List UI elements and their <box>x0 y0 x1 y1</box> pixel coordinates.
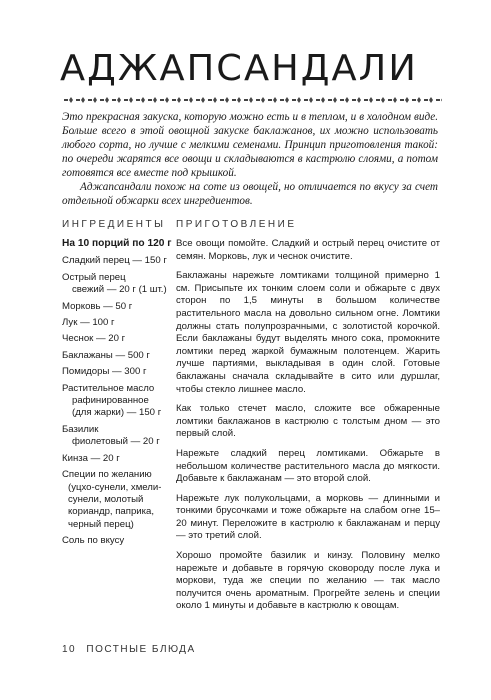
ingredient-line: Базилик <box>62 423 99 435</box>
preparation-step: Хорошо промойте базилик и кинзу. Половину мелко нарежьте и добавьте в горячую сковороду после лука и моркови, туда же специи по желанию — так масло получится очень ароматным. Прогрейте зелень и специи около 1 минуты и добавьте в кастрюлю к овощам. <box>176 550 440 612</box>
yield-label: На 10 порций по 120 г <box>62 238 172 249</box>
ingredient-item <box>62 383 172 420</box>
section-name: ПОСТНЫЕ БЛЮДА <box>86 644 196 655</box>
ingredient-item <box>62 255 172 267</box>
preparation-heading: ПРИГОТОВЛЕНИЕ <box>176 219 297 230</box>
ingredient-line: Чеснок — 20 г <box>62 333 126 345</box>
ingredient-line: фиолетовый — 20 г <box>72 436 160 448</box>
ingredients-heading: ИНГРЕДИЕНТЫ <box>62 219 166 230</box>
ingredient-line: Морковь — 50 г <box>62 300 133 312</box>
ingredient-item <box>62 469 172 531</box>
recipe-title: АДЖАПСАНДАЛИ <box>60 48 418 89</box>
preparation-step: Как только стечет масло, сложите все обжаренные ломтики баклажанов в кастрюлю с толстым дном — это первый слой. <box>176 403 440 440</box>
ingredient-item <box>62 366 172 378</box>
ingredient-line: сунели, молотый <box>68 493 144 505</box>
ingredient-item <box>62 333 172 345</box>
ingredient-line: Острый перец <box>62 271 126 283</box>
intro <box>62 110 438 208</box>
ingredient-line: кориандр, паприка, <box>68 506 155 518</box>
ingredient-item <box>62 453 172 465</box>
ingredient-line: Растительное масло <box>62 382 155 394</box>
ingredient-line: Соль по вкусу <box>62 535 125 547</box>
ingredient-line: (уцхо-сунели, хмели- <box>68 481 162 493</box>
preparation-step: Нарежьте лук полукольцами, а морковь — длинными и тонкими брусочками и тоже обжарьте на слабом огне 15–20 минут. Переложите в кастрюлю к баклажанам и перцу — это третий слой. <box>176 492 440 542</box>
ingredient-item <box>62 272 172 297</box>
page-number: 10 <box>62 644 77 655</box>
ingredient-line: черный перец) <box>68 518 134 530</box>
ingredient-line: Специи по желанию <box>62 469 152 481</box>
ingredient-item <box>62 424 172 449</box>
ingredient-line: свежий — 20 г (1 шт.) <box>72 284 167 296</box>
ingredients-list <box>62 238 172 552</box>
ingredient-line: рафинированное <box>72 395 149 407</box>
ingredient-item <box>62 317 172 329</box>
preparation-step: Баклажаны нарежьте ломтиками толщиной примерно 1 см. Присыпьте их тонким слоем соли и обжарьте с двух сторон по 1,5 минуты в большом количестве растительного масла на довольно сильном огне. Ломтики должны стать полупрозрачными, с золотистой корочкой. Если баклажаны будут выделять много сока, промокните ломтики перед жаркой бумажным полотенцем. Жарить лучше партиями, выкладывая в один слой. Готовые баклажаны сначала складывайте в сито или дуршлаг, чтобы стекло лишнее масло. <box>176 270 440 395</box>
ingredient-line: Помидоры — 300 г <box>62 366 147 378</box>
preparation-step: Нарежьте сладкий перец ломтиками. Обжарьте в небольшом количестве растительного масла до мягкости. Добавьте к баклажанам — это второй слой. <box>176 447 440 485</box>
intro-paragraph-2: Аджапсандали похож на соте из овощей, но отличается по вкусу за счет отдельной обжарки всех ингредиентов. <box>62 181 438 207</box>
page-footer <box>62 644 196 655</box>
ingredient-line: (для жарки) — 150 г <box>72 407 162 419</box>
ingredient-line: Баклажаны — 500 г <box>62 349 150 361</box>
ingredient-line: Лук — 100 г <box>62 317 115 329</box>
ingredient-line: Кинза — 20 г <box>62 452 120 464</box>
preparation-steps <box>176 238 440 620</box>
ingredient-item <box>62 301 172 313</box>
ingredient-item <box>62 350 172 362</box>
ingredient-line: Сладкий перец — 150 г <box>62 255 167 267</box>
preparation-step: Все овощи помойте. Сладкий и острый перец очистите от семян. Морковь, лук и чеснок очистите. <box>176 238 440 262</box>
ingredient-item <box>62 535 172 547</box>
ornament-divider <box>62 94 442 106</box>
intro-paragraph-1: Это прекрасная закуска, которую можно есть и в теплом, и в холодном виде. Больше всего в этой овощной закуске баклажанов, их можно использовать любого сорта, но лучше с мелкими семенами. Принцип приготовления такой: по очереди жарятся все овощи и складываются в кастрюлю слоями, а потом готовятся все вместе под крышкой. <box>62 111 438 179</box>
